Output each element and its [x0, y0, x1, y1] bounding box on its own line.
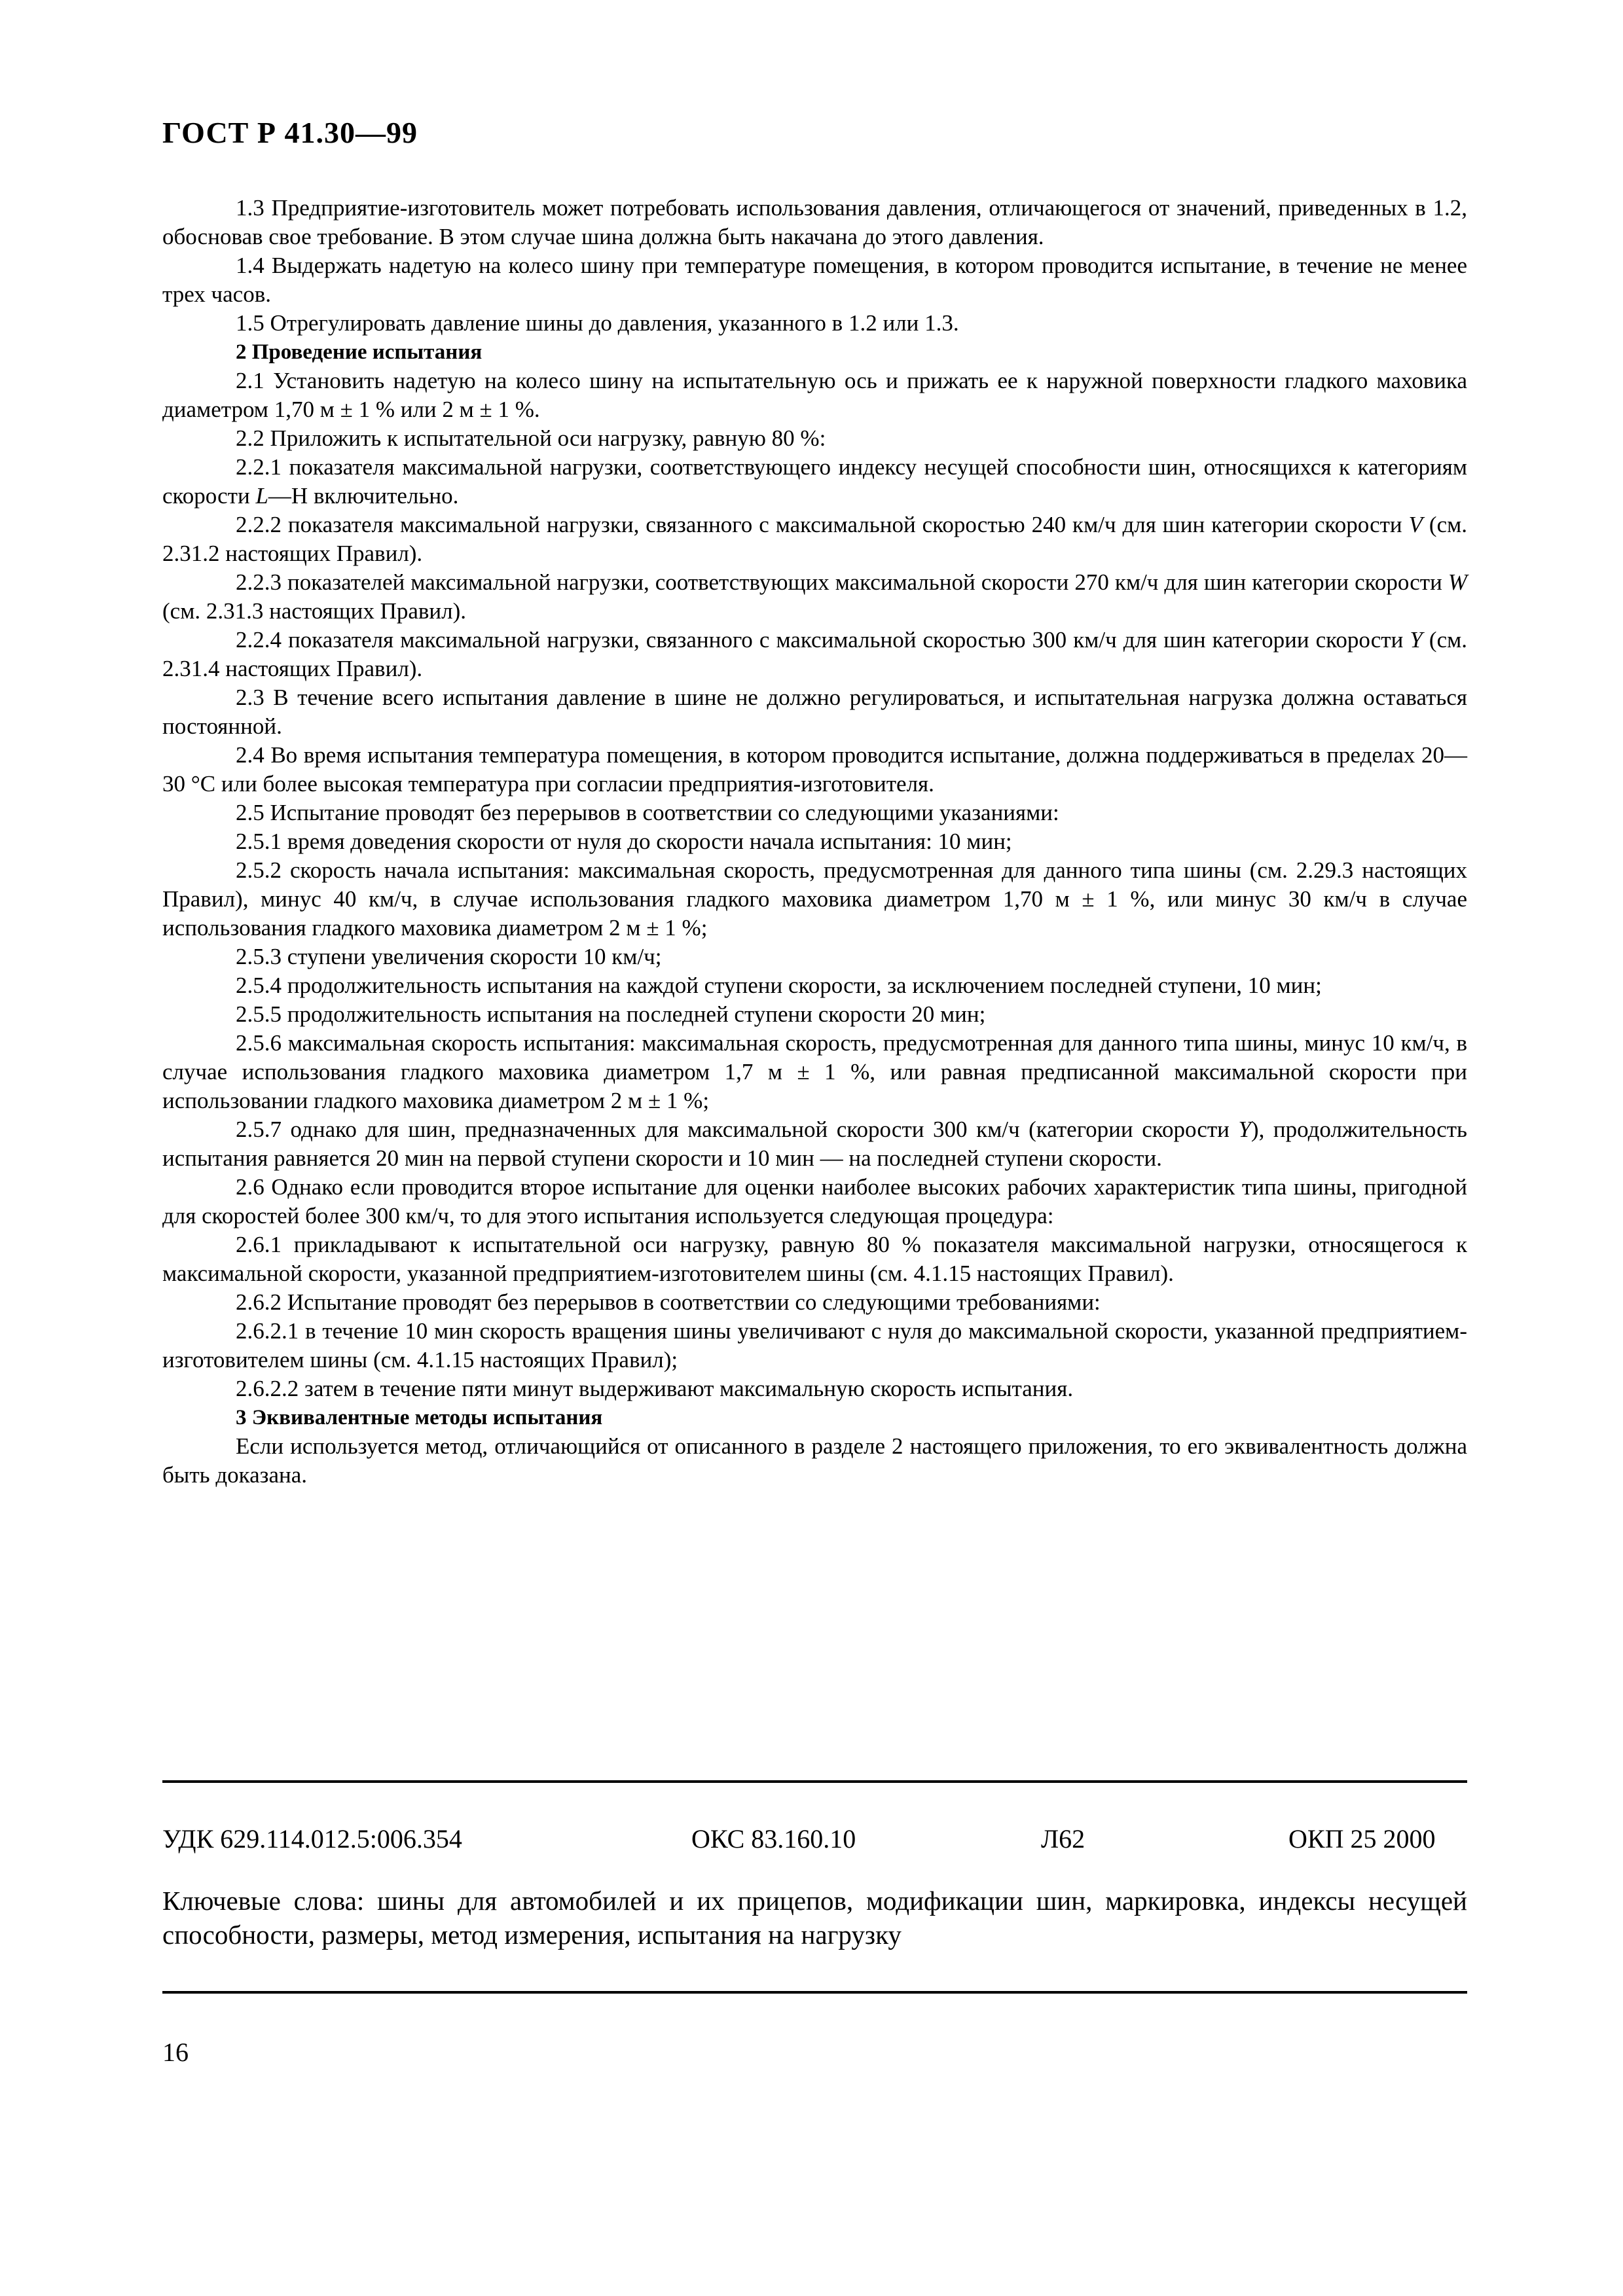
text-run: 2.2.2 показателя максимальной нагрузки, связанного с максимальной скоростью 240 км/ч для шин категории скорости — [236, 512, 1409, 537]
body-paragraph — [162, 1029, 1467, 1115]
section-heading — [162, 338, 1467, 367]
body-paragraph — [162, 683, 1467, 741]
text-run: (см. 2.31.2 настоящих Правил). — [162, 512, 1468, 566]
text-run: Если используется метод, отличающийся от описанного в разделе 2 настоящего приложения, то его эквивалентность должна быть доказана. — [162, 1433, 1467, 1488]
body-paragraph — [162, 942, 1467, 971]
body-paragraph — [162, 971, 1467, 1000]
body-paragraph — [162, 194, 1467, 251]
text-run: 1.5 Отрегулировать давление шины до давления, указанного в 1.2 или 1.3. — [236, 310, 959, 336]
text-run: 2.5.5 продолжительность испытания на последней ступени скорости 20 мин; — [236, 1001, 986, 1027]
text-run: —H включительно. — [268, 483, 459, 509]
footer-divider-top — [162, 1780, 1467, 1783]
text-run: 2.5.1 время доведения скорости от нуля до скорости начала испытания: 10 мин; — [236, 829, 1012, 854]
text-run: 2.5.2 скорость начала испытания: максимальная скорость, предусмотренная для данного типа шины (см. 2.29.3 настоящих Правил), минус 40 км/ч, в случае использования гладкого маховика диаметром 1,70 м ± 1 %, или минус 30 км/ч в случае использования гладкого маховика диаметром 2 м ± 1 %; — [162, 857, 1467, 941]
footer-divider-bottom — [162, 1991, 1467, 1994]
body-paragraph — [162, 827, 1467, 856]
italic-symbol: Y — [1238, 1117, 1251, 1142]
document-body — [162, 194, 1467, 1490]
page-number: 16 — [162, 2037, 189, 2067]
body-paragraph — [162, 626, 1467, 683]
text-run: 2.3 В течение всего испытания давление в шине не должно регулироваться, и испытательная нагрузка должна оставаться постоянной. — [162, 685, 1467, 739]
italic-symbol: L — [255, 483, 268, 509]
okp-code: ОКП 25 2000 — [1288, 1824, 1436, 1854]
text-run: 1.3 Предприятие-изготовитель может потребовать использования давления, отличающегося от значений, приведенных в 1.2, обосновав свое требование. В этом случае шина должна быть накачана до этого давления. — [162, 195, 1467, 249]
body-paragraph — [162, 1374, 1467, 1403]
body-paragraph — [162, 453, 1467, 511]
text-run: ), продолжительность испытания равняется 20 мин на первой ступени скорости и 10 мин — на последней ступени скорости. — [162, 1117, 1467, 1171]
italic-symbol: Y — [1410, 627, 1423, 653]
body-paragraph — [162, 568, 1467, 626]
body-paragraph — [162, 1115, 1467, 1173]
body-paragraph — [162, 1230, 1467, 1288]
italic-symbol: W — [1448, 569, 1467, 595]
body-paragraph — [162, 1000, 1467, 1029]
text-run: 3 Эквивалентные методы испытания — [236, 1406, 603, 1429]
text-run: 2.1 Установить надетую на колесо шину на испытательную ось и прижать ее к наружной поверхности гладкого маховика диаметром 1,70 м ± 1 % или 2 м ± 1 %. — [162, 368, 1467, 422]
text-run: 2.6 Однако если проводится второе испытание для оценки наиболее высоких рабочих характеристик типа шины, пригодной для скоростей более 300 км/ч, то для этого испытания используется следующая процедура: — [162, 1174, 1467, 1229]
document-header-title: ГОСТ Р 41.30—99 — [162, 116, 418, 149]
body-paragraph — [162, 367, 1467, 424]
text-run: 2.4 Во время испытания температура помещения, в котором проводится испытание, должна поддерживаться в пределах 20—30 °С или более высокая температура при согласии предприятия-изготовителя. — [162, 742, 1467, 797]
text-run: 2.6.2.2 затем в течение пяти минут выдерживают максимальную скорость испытания. — [236, 1376, 1074, 1401]
body-paragraph — [162, 798, 1467, 827]
text-run: (см. 2.31.4 настоящих Правил). — [162, 627, 1467, 681]
text-run: 2.2.3 показателей максимальной нагрузки, соответствующих максимальной скорости 270 км/ч для шин категории скорости — [236, 569, 1448, 595]
body-paragraph — [162, 1173, 1467, 1230]
keywords-text: Ключевые слова: шины для автомобилей и их прицепов, модификации шин, маркировка, индексы несущей способности, размеры, метод измерения, испытания на нагрузку — [162, 1886, 1467, 1950]
body-paragraph — [162, 511, 1467, 568]
body-paragraph — [162, 856, 1467, 942]
text-run: 2.6.2 Испытание проводят без перерывов в соответствии со следующими требованиями: — [236, 1289, 1101, 1315]
udk-code: УДК 629.114.012.5:006.354 — [162, 1824, 462, 1854]
text-run: 1.4 Выдержать надетую на колесо шину при температуре помещения, в котором проводится испытание, в течение не менее трех часов. — [162, 253, 1467, 307]
text-run: 2.2.4 показателя максимальной нагрузки, связанного с максимальной скоростью 300 км/ч для шин категории скорости — [236, 627, 1410, 653]
italic-symbol: V — [1408, 512, 1423, 537]
text-run: 2 Проведение испытания — [236, 340, 483, 364]
l-code: Л62 — [1041, 1824, 1085, 1854]
body-paragraph — [162, 1432, 1467, 1490]
text-run: 2.6.2.1 в течение 10 мин скорость вращения шины увеличивают с нуля до максимальной скорости, указанной предприятием-изготовителем шины (см. 4.1.15 настоящих Правил); — [162, 1318, 1467, 1372]
text-run: 2.2.1 показателя максимальной нагрузки, соответствующего индексу несущей способности шин, относящихся к категориям скорости — [162, 454, 1467, 509]
body-paragraph — [162, 741, 1467, 798]
oks-code: ОКС 83.160.10 — [691, 1824, 856, 1854]
text-run: (см. 2.31.3 настоящих Правил). — [162, 598, 467, 624]
text-run: 2.5.6 максимальная скорость испытания: максимальная скорость, предусмотренная для данного типа шины, минус 10 км/ч, в случае использования гладкого маховика диаметром 1,7 м ± 1 %, или равная предписанной максимальной скорости при использовании гладкого маховика диаметром 2 м ± 1 %; — [162, 1030, 1467, 1113]
body-paragraph — [162, 251, 1467, 309]
body-paragraph — [162, 424, 1467, 453]
body-paragraph — [162, 1317, 1467, 1374]
body-paragraph — [162, 309, 1467, 338]
classification-codes — [162, 1823, 1467, 1860]
text-run: 2.6.1 прикладывают к испытательной оси нагрузку, равную 80 % показателя максимальной нагрузки, относящегося к максимальной скорости, указанной предприятием-изготовителем шины (см. 4.1.15 настоящих Правил). — [162, 1232, 1467, 1286]
text-run: 2.5.7 однако для шин, предназначенных для максимальной скорости 300 км/ч (категории скорости — [236, 1117, 1239, 1142]
text-run: 2.5.3 ступени увеличения скорости 10 км/ч; — [236, 944, 662, 969]
text-run: 2.5.4 продолжительность испытания на каждой ступени скорости, за исключением последней ступени, 10 мин; — [236, 973, 1322, 998]
body-paragraph — [162, 1288, 1467, 1317]
text-run: 2.2 Приложить к испытательной оси нагрузку, равную 80 %: — [236, 425, 826, 451]
section-heading — [162, 1403, 1467, 1432]
text-run: 2.5 Испытание проводят без перерывов в соответствии со следующими указаниями: — [236, 800, 1059, 825]
